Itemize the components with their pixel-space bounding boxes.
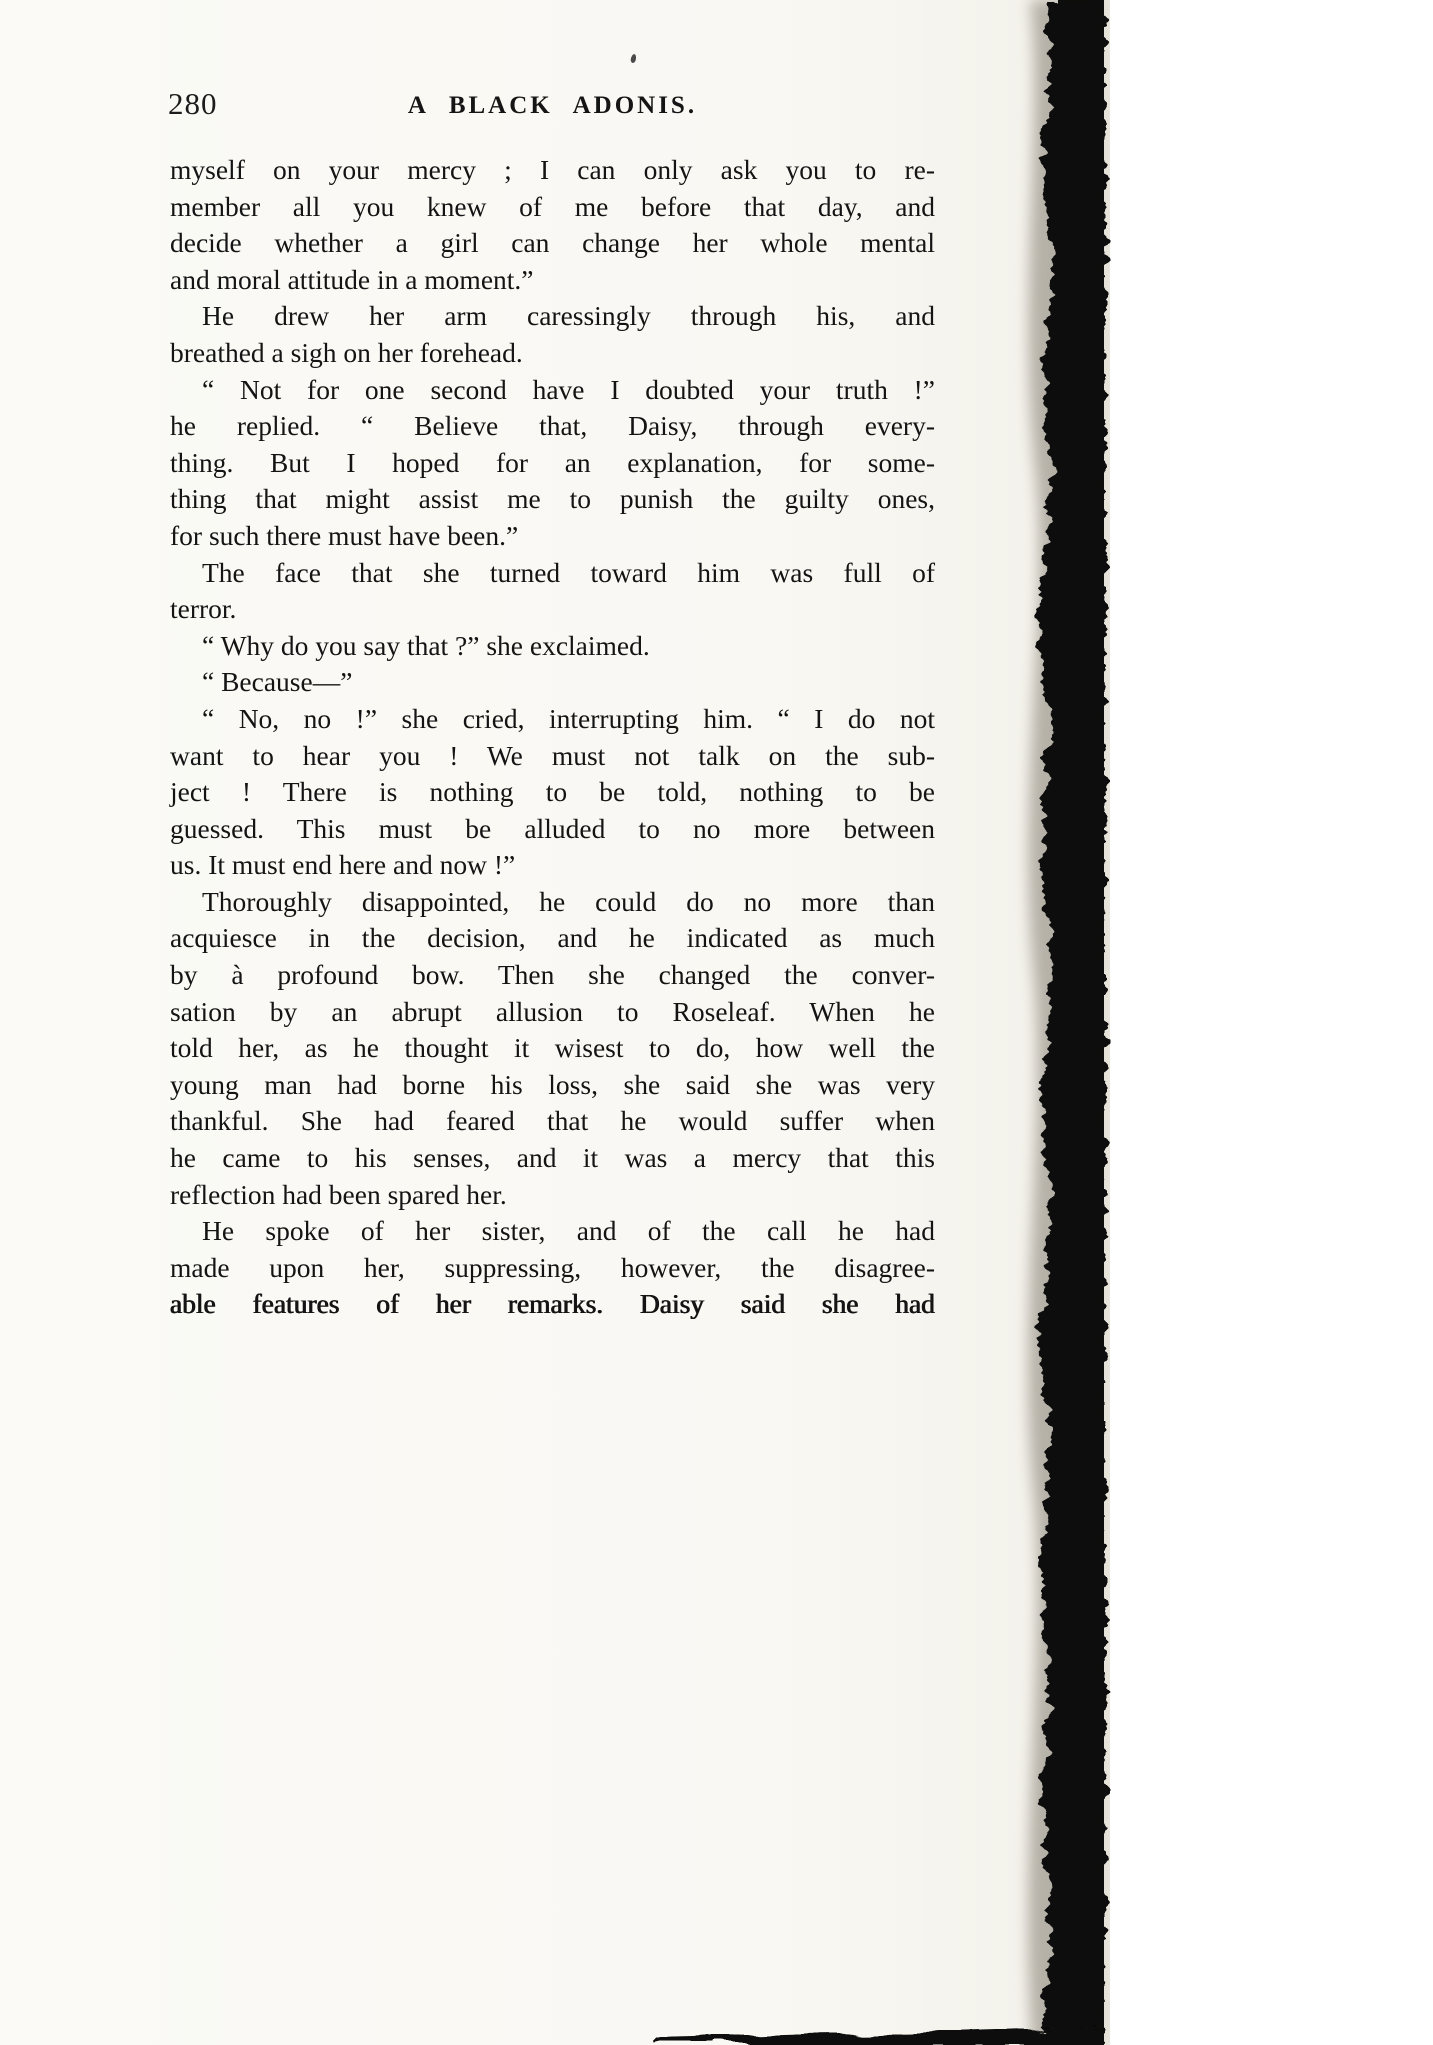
text-line: us. It must end here and now !” <box>170 849 516 881</box>
text-line: by à profound bow. Then she changed the conver- <box>170 959 935 991</box>
text-line: He spoke of her sister, and of the call he had <box>202 1215 935 1247</box>
text-line: he came to his senses, and it was a mercy that this <box>170 1142 935 1174</box>
paragraph <box>170 372 935 555</box>
text-line: for such there must have been.” <box>170 519 519 551</box>
text-line: and moral attitude in a moment.” <box>170 263 534 295</box>
paragraph <box>170 298 935 371</box>
text-line: made upon her, suppressing, however, the disagree- <box>170 1251 935 1283</box>
page-body-text <box>170 152 935 1323</box>
text-line: “ Because—” <box>202 666 353 698</box>
text-line: thing. But I hoped for an explanation, for some- <box>170 446 935 478</box>
text-line: “ No, no !” she cried, interrupting him. “ I do not <box>202 702 935 734</box>
page-number: 280 <box>168 86 218 121</box>
text-line: told her, as he thought it wisest to do, how well the <box>170 1032 935 1064</box>
paragraph <box>170 664 935 701</box>
paragraph <box>170 701 935 884</box>
text-line: The face that she turned toward him was full of <box>202 556 935 588</box>
text-line: reflection had been spared her. <box>170 1178 507 1210</box>
text-line: thankful. She had feared that he would suffer when <box>170 1105 935 1137</box>
text-line: decide whether a girl can change her whole mental <box>170 227 935 259</box>
text-line: acquiesce in the decision, and he indicated as much <box>170 922 935 954</box>
text-line: myself on your mercy ; I can only ask you to re- <box>170 154 935 185</box>
paragraph <box>170 884 935 1213</box>
text-line: want to hear you ! We must not talk on the sub- <box>170 739 935 771</box>
text-line: member all you knew of me before that day, and <box>170 190 935 222</box>
text-line: terror. <box>170 593 237 625</box>
text-line: ject ! There is nothing to be told, nothing to be <box>170 776 935 808</box>
text-line: He drew her arm caressingly through his, and <box>202 300 935 332</box>
paragraph <box>170 555 935 628</box>
paragraph <box>170 152 935 298</box>
paragraph <box>170 628 935 665</box>
text-line: guessed. This must be alluded to no more between <box>170 812 935 844</box>
text-line: sation by an abrupt allusion to Roseleaf. When he <box>170 995 935 1027</box>
text-line: “ Not for one second have I doubted your truth !” <box>202 373 935 405</box>
text-line: able features of her remarks. Daisy said she had <box>170 1288 935 1320</box>
text-line: “ Why do you say that ?” she exclaimed. <box>202 629 650 661</box>
text-line: thing that might assist me to punish the guilty ones, <box>170 483 935 515</box>
text-line: Thoroughly disappointed, he could do no more than <box>202 885 935 917</box>
text-line: young man had borne his loss, she said she was very <box>170 1068 935 1100</box>
text-line: he replied. “ Believe that, Daisy, through every- <box>170 410 935 442</box>
running-title: A BLACK ADONIS. <box>407 92 698 119</box>
paragraph <box>170 1213 935 1323</box>
text-line: breathed a sigh on her forehead. <box>170 336 523 368</box>
